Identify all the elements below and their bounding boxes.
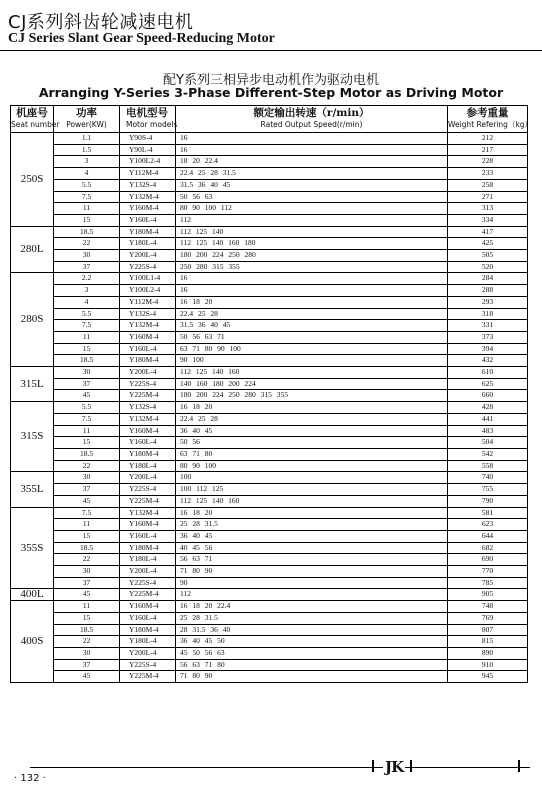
weight-cell: 690 [448,554,528,566]
weight-cell: 373 [448,331,528,343]
rated-speed-cell: 18 20 22.4 [176,156,448,168]
power-column-header: 功率 Power(KW) [54,106,120,133]
table-row [11,238,528,250]
motor-model-cell: Y225S-4 [120,659,176,671]
weight-cell: 217 [448,144,528,156]
motor-model-cell: Y180M-4 [120,355,176,367]
weight-cell: 558 [448,460,528,472]
table-row [11,542,528,554]
weight-cell: 441 [448,413,528,425]
rated-speed-cell: 71 80 90 [176,671,448,683]
motor-model-cell: Y180L-4 [120,554,176,566]
table-row [11,179,528,191]
power-cell: 22 [54,636,120,648]
motor-model-cell: Y132M-4 [120,413,176,425]
weight-cell: 890 [448,647,528,659]
power-cell: 11 [54,331,120,343]
power-cell: 45 [54,495,120,507]
seat-number-cell: 315S [11,402,54,472]
power-cell: 5.5 [54,179,120,191]
rated-speed-cell: 71 80 90 [176,566,448,578]
table-row [11,308,528,320]
power-cell: 15 [54,214,120,226]
weight-cell: 945 [448,671,528,683]
rated-speed-cell: 31.5 36 40 45 [176,179,448,191]
logo-bar-left [372,760,374,772]
table-row [11,214,528,226]
power-cell: 37 [54,378,120,390]
weight-cell: 785 [448,577,528,589]
rated-speed-cell: 36 40 45 50 [176,636,448,648]
table-row [11,659,528,671]
motor-model-cell: Y112M-4 [120,168,176,180]
motor-model-cell: Y200L-4 [120,367,176,379]
weight-cell: 644 [448,530,528,542]
rated-speed-cell: 112 125 140 [176,226,448,238]
rated-speed-cell: 80 90 100 [176,460,448,472]
weight-cell: 428 [448,402,528,414]
motor-model-cell: Y225S-4 [120,378,176,390]
motor-model-cell: Y180M-4 [120,226,176,238]
weight-cell: 520 [448,261,528,273]
power-cell: 15 [54,437,120,449]
seat-number-cell: 355L [11,472,54,507]
table-row [11,413,528,425]
motor-model-cell: Y100L1-4 [120,273,176,285]
power-cell: 3 [54,285,120,297]
motor-spec-table [10,105,533,683]
power-cell: 11 [54,425,120,437]
table-title-en: Arranging Y-Series 3-Phase Different-Step Motor as Driving Motor [38,85,504,100]
motor-model-cell: Y225M-4 [120,495,176,507]
weight-cell: 623 [448,519,528,531]
motor-model-cell: Y100L2-4 [120,156,176,168]
power-cell: 18.5 [54,624,120,636]
motor-model-cell: Y160M-4 [120,203,176,215]
seat-number-cell: 315L [11,367,54,402]
motor-model-cell: Y225S-4 [120,484,176,496]
seat-number-cell: 400S [11,601,54,683]
rated-speed-cell: 180 200 224 250 280 315 355 [176,390,448,402]
weight-cell: 271 [448,191,528,203]
seat-number-cell: 280L [11,226,54,273]
table-row [11,355,528,367]
motor-model-cell: Y90L-4 [120,144,176,156]
rated-speed-cell: 112 125 140 160 180 [176,238,448,250]
rated-speed-cell: 16 [176,273,448,285]
power-cell: 11 [54,519,120,531]
table-row [11,577,528,589]
page-number: · 132 · [14,773,46,784]
power-cell: 3 [54,156,120,168]
seat-number-cell: 280S [11,273,54,367]
rated-speed-cell: 16 18 20 [176,507,448,519]
motor-model-cell: Y132S-4 [120,179,176,191]
motor-model-cell: Y160M-4 [120,601,176,613]
table-row [11,472,528,484]
rated-speed-cell: 16 18 20 22.4 [176,601,448,613]
power-cell: 30 [54,472,120,484]
power-cell: 7.5 [54,191,120,203]
motor-model-cell: Y200L-4 [120,566,176,578]
table-row [11,647,528,659]
weight-cell: 815 [448,636,528,648]
power-cell: 45 [54,671,120,683]
motor-model-cell: Y225M-4 [120,671,176,683]
table-header-row [11,106,528,133]
weight-cell: 293 [448,296,528,308]
table-row [11,320,528,332]
weight-cell: 318 [448,308,528,320]
motor-model-cell: Y225M-4 [120,390,176,402]
rated-speed-cell: 25 28 31.5 [176,612,448,624]
rated-speed-cell: 56 63 71 [176,554,448,566]
motor-model-cell: Y180M-4 [120,624,176,636]
table-row [11,437,528,449]
rated-speed-cell: 100 [176,472,448,484]
weight-cell: 625 [448,378,528,390]
motor-model-cell: Y225S-4 [120,261,176,273]
header-rule [0,50,542,51]
weight-cell: 748 [448,601,528,613]
table-row [11,636,528,648]
seat-column-header: 机座号 Seat number [11,106,54,133]
table-body [11,133,528,683]
weight-cell: 425 [448,238,528,250]
seat-number-cell: 400L [11,589,54,601]
motor-model-cell: Y132M-4 [120,191,176,203]
weight-cell: 233 [448,168,528,180]
table-row [11,484,528,496]
motor-model-cell: Y160L-4 [120,214,176,226]
power-cell: 37 [54,659,120,671]
power-cell: 45 [54,589,120,601]
speed-column-header: 额定输出转速（r/min） Rated Output Speed(r/min) [176,106,448,133]
rated-speed-cell: 36 40 45 [176,530,448,542]
table-title-cn: 配Y系列三相异步电动机作为驱动电机 [163,73,379,88]
power-cell: 7.5 [54,413,120,425]
table-row [11,144,528,156]
motor-model-cell: Y132S-4 [120,402,176,414]
power-cell: 1.5 [54,144,120,156]
motor-model-cell: Y180M-4 [120,542,176,554]
table-row [11,203,528,215]
power-cell: 5.5 [54,308,120,320]
power-cell: 18.5 [54,542,120,554]
rated-speed-cell: 90 [176,577,448,589]
power-cell: 7.5 [54,320,120,332]
weight-cell: 581 [448,507,528,519]
motor-model-cell: Y225M-4 [120,589,176,601]
weight-column-header: 参考重量 Weight Refering（kg） [448,106,528,133]
rated-speed-cell: 63 71 80 [176,448,448,460]
rated-speed-cell: 16 [176,285,448,297]
weight-cell: 740 [448,472,528,484]
motor-model-cell: Y200L-4 [120,472,176,484]
motor-model-cell: Y112M-4 [120,296,176,308]
motor-model-cell: Y160L-4 [120,530,176,542]
motor-model-cell: Y180M-4 [120,448,176,460]
rated-speed-cell: 22.4 25 28 [176,308,448,320]
weight-cell: 288 [448,285,528,297]
rated-speed-cell: 56 63 71 80 [176,659,448,671]
motor-model-cell: Y160L-4 [120,612,176,624]
table-row [11,261,528,273]
rated-speed-cell: 140 160 180 200 224 [176,378,448,390]
motor-model-cell: Y132M-4 [120,320,176,332]
weight-cell: 394 [448,343,528,355]
rated-speed-cell: 180 200 224 250 280 [176,250,448,262]
rated-speed-cell: 63 71 80 90 100 [176,343,448,355]
rated-speed-cell: 100 112 125 [176,484,448,496]
weight-cell: 417 [448,226,528,238]
power-cell: 22 [54,238,120,250]
weight-cell: 284 [448,273,528,285]
power-cell: 30 [54,647,120,659]
weight-cell: 432 [448,355,528,367]
table-row [11,671,528,683]
motor-model-cell: Y200L-4 [120,250,176,262]
power-cell: 37 [54,577,120,589]
rated-speed-cell: 31.5 36 40 45 [176,320,448,332]
table-row [11,507,528,519]
table-row [11,554,528,566]
power-cell: 1.1 [54,133,120,145]
power-cell: 11 [54,203,120,215]
weight-cell: 770 [448,566,528,578]
seat-number-cell: 250S [11,133,54,227]
rated-speed-cell: 112 125 140 160 [176,495,448,507]
rated-speed-cell: 50 56 63 [176,191,448,203]
power-cell: 2.2 [54,273,120,285]
table-row [11,331,528,343]
motor-model-cell: Y132S-4 [120,308,176,320]
power-cell: 18.5 [54,448,120,460]
rated-speed-cell: 50 56 [176,437,448,449]
power-cell: 15 [54,530,120,542]
rated-speed-cell: 45 50 56 63 [176,647,448,659]
weight-cell: 228 [448,156,528,168]
footer-end-bar [518,760,520,772]
table-row [11,425,528,437]
power-cell: 37 [54,484,120,496]
footer-rule [30,767,530,768]
power-cell: 11 [54,601,120,613]
motor-model-cell: Y160L-4 [120,343,176,355]
power-cell: 15 [54,612,120,624]
rated-speed-cell: 16 [176,133,448,145]
weight-cell: 807 [448,624,528,636]
table-row [11,367,528,379]
page-title-cn: CJ系列斜齿轮减速电机 [8,12,194,33]
weight-cell: 610 [448,367,528,379]
table-row [11,519,528,531]
weight-cell: 755 [448,484,528,496]
table-row [11,530,528,542]
table-row [11,460,528,472]
table-row [11,612,528,624]
rated-speed-cell: 36 40 45 [176,425,448,437]
weight-cell: 660 [448,390,528,402]
seat-number-cell: 355S [11,507,54,589]
motor-model-cell: Y180L-4 [120,636,176,648]
weight-cell: 212 [448,133,528,145]
power-cell: 30 [54,566,120,578]
weight-cell: 334 [448,214,528,226]
motor-model-cell: Y160L-4 [120,437,176,449]
table-row [11,589,528,601]
motor-model-cell: Y160M-4 [120,425,176,437]
table-row [11,250,528,262]
motor-model-cell: Y180L-4 [120,460,176,472]
weight-cell: 483 [448,425,528,437]
weight-cell: 542 [448,448,528,460]
rated-speed-cell: 112 [176,589,448,601]
power-cell: 15 [54,343,120,355]
table-row [11,624,528,636]
table-row [11,495,528,507]
motor-model-cell: Y225S-4 [120,577,176,589]
weight-cell: 905 [448,589,528,601]
power-cell: 30 [54,250,120,262]
power-cell: 37 [54,261,120,273]
rated-speed-cell: 16 18 20 [176,296,448,308]
power-cell: 5.5 [54,402,120,414]
rated-speed-cell: 22.4 25 28 31.5 [176,168,448,180]
power-cell: 7.5 [54,507,120,519]
rated-speed-cell: 28 31.5 36 40 [176,624,448,636]
rated-speed-cell: 112 125 140 160 [176,367,448,379]
weight-cell: 331 [448,320,528,332]
weight-cell: 505 [448,250,528,262]
rated-speed-cell: 80 90 100 112 [176,203,448,215]
weight-cell: 682 [448,542,528,554]
table-row [11,156,528,168]
table-row [11,296,528,308]
weight-cell: 504 [448,437,528,449]
power-cell: 45 [54,390,120,402]
table-row [11,343,528,355]
rated-speed-cell: 50 56 63 71 [176,331,448,343]
motor-model-cell: Y160M-4 [120,331,176,343]
motor-model-cell: Y180L-4 [120,238,176,250]
table-row [11,566,528,578]
motor-model-cell: Y132M-4 [120,507,176,519]
power-cell: 4 [54,168,120,180]
weight-cell: 258 [448,179,528,191]
power-cell: 4 [54,296,120,308]
table-row [11,133,528,145]
brand-logo: JK [385,758,404,776]
weight-cell: 769 [448,612,528,624]
rated-speed-cell: 250 280 315 355 [176,261,448,273]
weight-cell: 790 [448,495,528,507]
model-column-header: 电机型号 Motor models [120,106,176,133]
table-row [11,273,528,285]
weight-cell: 313 [448,203,528,215]
page-title-en: CJ Series Slant Gear Speed-Reducing Motor [8,31,275,46]
table-row [11,168,528,180]
rated-speed-cell: 22.4 25 28 [176,413,448,425]
motor-model-cell: Y90S-4 [120,133,176,145]
weight-cell: 910 [448,659,528,671]
table-row [11,390,528,402]
rated-speed-cell: 16 18 20 [176,402,448,414]
logo-bar-right [410,760,412,772]
rated-speed-cell: 25 28 31.5 [176,519,448,531]
rated-speed-cell: 112 [176,214,448,226]
power-cell: 18.5 [54,355,120,367]
table-row [11,601,528,613]
table-row [11,448,528,460]
rated-speed-cell: 40 45 56 [176,542,448,554]
power-cell: 30 [54,367,120,379]
power-cell: 22 [54,554,120,566]
table-row [11,378,528,390]
motor-model-cell: Y160M-4 [120,519,176,531]
rated-speed-cell: 90 100 [176,355,448,367]
table-row [11,226,528,238]
table-row [11,191,528,203]
motor-model-cell: Y200L-4 [120,647,176,659]
motor-model-cell: Y100L2-4 [120,285,176,297]
power-cell: 22 [54,460,120,472]
table-row [11,285,528,297]
table-row [11,402,528,414]
power-cell: 18.5 [54,226,120,238]
rated-speed-cell: 16 [176,144,448,156]
